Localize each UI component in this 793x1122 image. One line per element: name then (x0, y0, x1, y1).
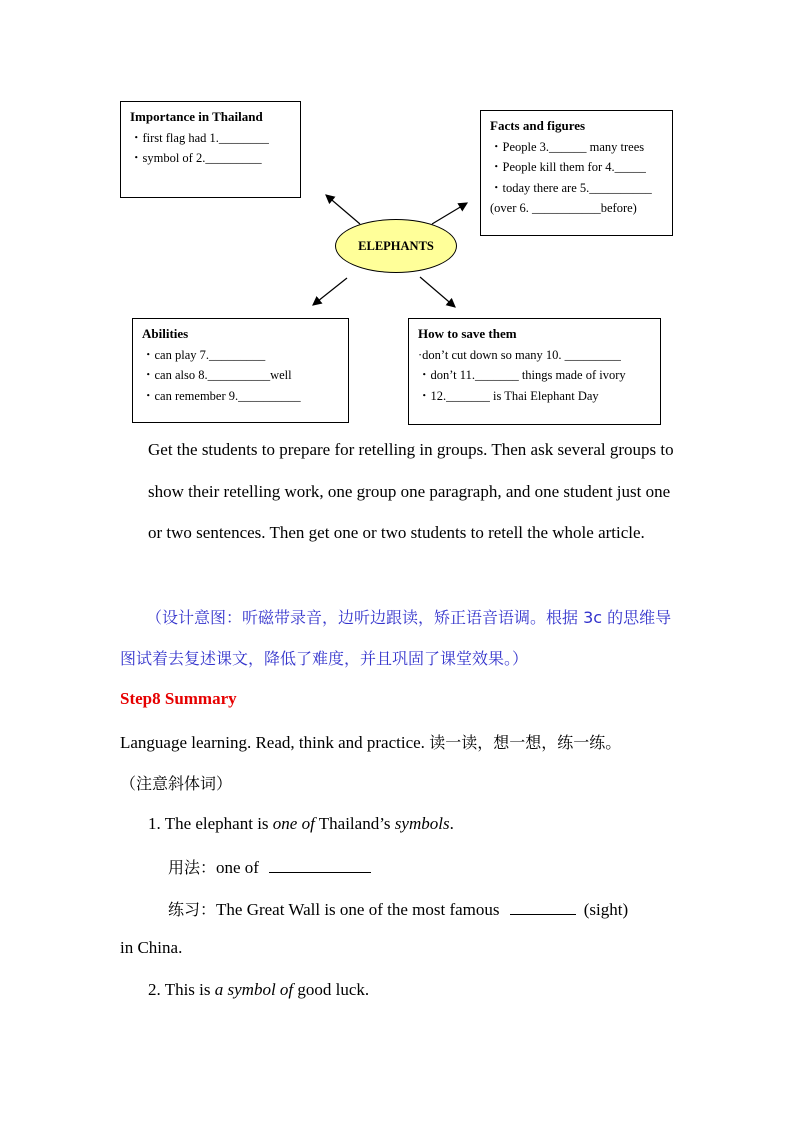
item2-italic: a symbol of (214, 980, 294, 999)
arrow-to-facts (432, 203, 467, 224)
box-save-line: ・don’t 11._______ things made of ivory (418, 368, 626, 382)
box-importance-title: Importance in Thailand (130, 109, 263, 124)
box-importance (120, 101, 301, 198)
box-abilities-line: ・can remember 9.__________ (142, 388, 301, 403)
box-importance-line: ・first flag had 1.________ (130, 130, 269, 145)
box-importance-line: ・symbol of 2._________ (130, 151, 262, 165)
box-facts-title: Facts and figures (490, 118, 586, 133)
item1-italic-one-of: one of (272, 814, 315, 833)
practice-text: The Great Wall is one of the most famous (216, 900, 500, 919)
box-facts-line: ・People 3.______ many trees (490, 139, 645, 154)
arrow-to-abilities (313, 278, 347, 305)
design-note: （设计意图：听磁带录音，边听边跟读，矫正语音语调。根据 3c 的思维导图试着去复述课文，降低了难度，并且巩固了课堂效果。） (120, 608, 672, 668)
arrow-to-save (420, 277, 455, 307)
item1-middle: Thailand’s (314, 814, 395, 833)
arrow-to-importance (326, 195, 360, 224)
item1-italic-symbols: symbols (394, 814, 450, 833)
item2-prefix: 2. This is (148, 980, 215, 999)
step8-heading: Step8 Summary (120, 689, 237, 708)
item2-suffix: good luck. (293, 980, 370, 999)
step8-intro: Language learning. Read, think and practice. (120, 733, 425, 752)
center-label: ELEPHANTS (358, 238, 434, 253)
box-facts-line: ・today there are 5.__________ (490, 180, 652, 195)
item1-practice (168, 897, 628, 920)
box-facts-line: ・People kill them for 4._____ (490, 160, 646, 174)
step8-intro-cn: 读一读，想一想，练一练。 (429, 733, 622, 752)
box-save (408, 318, 661, 425)
practice-blank[interactable] (510, 898, 576, 915)
box-abilities-title: Abilities (142, 326, 189, 341)
item1-suffix: . (449, 814, 454, 833)
step8-intro-line (120, 730, 621, 753)
item2-sentence (148, 980, 369, 1000)
item1-usage (168, 855, 371, 878)
box-save-title: How to save them (418, 326, 517, 341)
usage-blank[interactable] (269, 856, 371, 873)
step8-intro-note: （注意斜体词） (120, 774, 233, 793)
box-save-line: ・12._______ is Thai Elephant Day (418, 388, 599, 403)
box-facts (480, 110, 673, 236)
mind-map-center (335, 219, 457, 273)
usage-text: one of (216, 858, 259, 877)
item1-sentence (148, 814, 454, 834)
box-abilities (132, 318, 349, 423)
item1-prefix: 1. The elephant is (148, 814, 273, 833)
box-abilities-line: ・can play 7._________ (142, 347, 266, 362)
practice-hint: (sight) (583, 900, 629, 919)
retell-paragraph: Get the students to prepare for retelling in groups. Then ask several groups to show their retelling work, one group one paragraph, and one student just one or two sentences. Then get one or two students to retell the whole article. (148, 440, 674, 542)
practice-continuation: in China. (120, 938, 183, 957)
box-facts-line: (over 6. ___________before) (490, 201, 637, 215)
usage-label: 用法： (168, 858, 217, 877)
practice-label: 练习： (168, 900, 217, 919)
box-save-line: ·don’t cut down so many 10. _________ (418, 347, 621, 362)
mind-map-arrows (0, 0, 793, 420)
box-abilities-line: ・can also 8.__________well (142, 368, 292, 382)
